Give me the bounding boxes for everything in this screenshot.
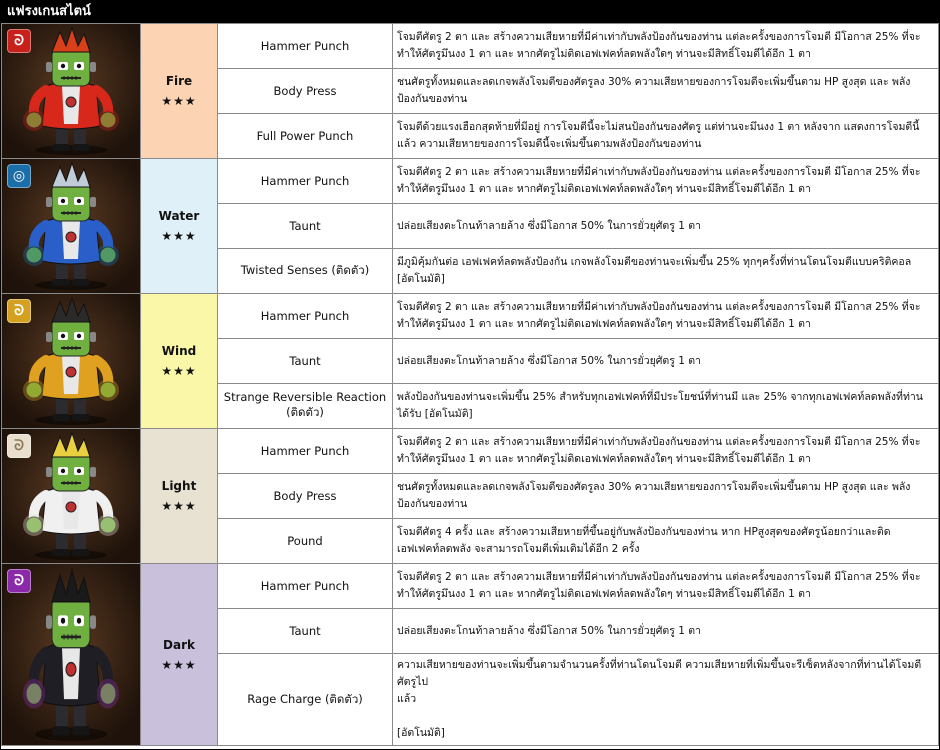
skill-table — [1, 23, 939, 746]
element-cell — [141, 24, 218, 159]
skill-name: Pound — [218, 519, 393, 564]
skill-description: โจมตีศัตรู 2 ตา และ สร้างความเสียหายที่มีค่าเท่ากับพลังป้องกันของท่าน แต่ละครั้งของการโจมตี มีโอกาส 25% ที่จะทำให้ศัตรูมึนงง 1 ตา และ หากศัตรูไม่ติดเอฟเฟคท์ลดพลังใดๆ ท่านจะมีสิทธิ์โจมตีได้อีก 1 ตา — [393, 159, 939, 204]
skill-description: ชนศัตรูทั้งหมดและลดเกจพลังโจมตีของศัตรูลง 30% ความเสียหายของการโจมตีจะเพิ่มขึ้นตาม HP สูงสุด และ พลังป้องกันของท่าน — [393, 69, 939, 114]
skill-name: Hammer Punch — [218, 294, 393, 339]
skill-description: ความเสียหายของท่านจะเพิ่มขึ้นตามจำนวนครั้งที่ท่านโดนโจมตี ความเสียหายที่เพิ่มขึ้นจะรีเซ็ตหลังจากที่ท่านได้โจมตีศัตรูไป แล้ว [อัตโนมัติ] — [393, 654, 939, 746]
light-icon: ᘐ — [7, 434, 31, 458]
element-cell — [141, 429, 218, 564]
skill-description: โจมตีศัตรู 2 ตา และ สร้างความเสียหายที่มีค่าเท่ากับพลังป้องกันของท่าน แต่ละครั้งของการโจมตี มีโอกาส 25% ที่จะทำให้ศัตรูมึนงง 1 ตา และ หากศัตรูไม่ติดเอฟเฟคท์ลดพลังใดๆ ท่านจะมีสิทธิ์โจมตีได้อีก 1 ตา — [393, 24, 939, 69]
skill-name: Hammer Punch — [218, 24, 393, 69]
skill-name: Hammer Punch — [218, 429, 393, 474]
element-name: Dark — [163, 637, 195, 652]
skill-name: Rage Charge (ติดตัว) — [218, 654, 393, 746]
star-rating: ★★★ — [161, 657, 197, 672]
table-row — [2, 294, 939, 339]
skill-description: ปล่อยเสียงตะโกนท้าลายล้าง ซึ่งมีโอกาส 50% ในการยั่วยุศัตรู 1 ตา — [393, 204, 939, 249]
skill-description: มีภูมิคุ้มกันต่อ เอฟเฟคท์ลดพลังป้องกัน เกจพลังโจมตีของท่านจะเพิ่มขึ้น 25% ทุกๆครั้งที่ท่านโดนโจมตีแบบคริติคอล [อัตโนมัติ] — [393, 249, 939, 294]
monster-portrait-wind — [2, 294, 141, 429]
skill-name: Taunt — [218, 204, 393, 249]
star-rating: ★★★ — [161, 499, 197, 513]
element-cell — [141, 159, 218, 294]
skill-name: Strange Reversible Reaction (ติดตัว) — [218, 384, 393, 429]
star-rating: ★★★ — [161, 94, 197, 108]
wind-icon: ᘐ — [7, 299, 31, 323]
skill-description: โจมตีศัตรู 2 ตา และ สร้างความเสียหายที่มีค่าเท่ากับพลังป้องกันของท่าน แต่ละครั้งของการโจมตี มีโอกาส 25% ที่จะทำให้ศัตรูมึนงง 1 ตา และ หากศัตรูไม่ติดเอฟเฟคท์ลดพลังใดๆ ท่านจะมีสิทธิ์โจมตีได้อีก 1 ตา — [393, 294, 939, 339]
table-row — [2, 429, 939, 474]
element-name: Wind — [161, 344, 197, 358]
skill-name: Twisted Senses (ติดตัว) — [218, 249, 393, 294]
skill-name: Body Press — [218, 474, 393, 519]
skill-description: ชนศัตรูทั้งหมดและลดเกจพลังโจมตีของศัตรูลง 30% ความเสียหายของการโจมตีจะเพิ่มขึ้นตาม HP สูงสุด และ พลังป้องกันของท่าน — [393, 474, 939, 519]
element-name: Light — [161, 479, 197, 493]
skill-name: Taunt — [218, 339, 393, 384]
water-icon: ◎ — [7, 164, 31, 188]
table-row — [2, 24, 939, 69]
element-name: Fire — [165, 74, 193, 88]
monster-portrait-water — [2, 159, 141, 294]
table-row — [2, 564, 939, 609]
monster-portrait-dark — [2, 564, 141, 746]
skill-name: Taunt — [218, 609, 393, 654]
star-rating: ★★★ — [161, 229, 197, 243]
skill-name: Full Power Punch — [218, 114, 393, 159]
skill-description: ปล่อยเสียงตะโกนท้าลายล้าง ซึ่งมีโอกาส 50% ในการยั่วยุศัตรู 1 ตา — [393, 339, 939, 384]
skill-name: Hammer Punch — [218, 159, 393, 204]
skill-description: โจมตีศัตรู 4 ครั้ง และ สร้างความเสียหายที่ขึ้นอยู่กับพลังป้องกันของท่าน หาก HPสูงสุดของศัตรูน้อยกว่าและติดเอฟเฟคท์ลดพลัง จะสามารถโจมตีเพิ่มเติมได้อีก 2 ครั้ง — [393, 519, 939, 564]
star-rating: ★★★ — [161, 364, 197, 378]
table-row — [2, 159, 939, 204]
skill-description: พลังป้องกันของท่านจะเพิ่มขึ้น 25% สำหรับทุกเอฟเฟคท์ที่มีประโยชน์ที่ท่านมี และ 25% จากทุกเอฟเฟคท์ลดพลังที่ท่านได้รับ [อัตโนมัติ] — [393, 384, 939, 429]
skill-name: Body Press — [218, 69, 393, 114]
element-name: Water — [158, 209, 200, 223]
skill-description: โจมตีศัตรู 2 ตา และ สร้างความเสียหายที่มีค่าเท่ากับพลังป้องกันของท่าน แต่ละครั้งของการโจมตี มีโอกาส 25% ที่จะทำให้ศัตรูมึนงง 1 ตา และ หากศัตรูไม่ติดเอฟเฟคท์ลดพลังใดๆ ท่านจะมีสิทธิ์โจมตีได้อีก 1 ตา — [393, 564, 939, 609]
monster-portrait-light — [2, 429, 141, 564]
skill-description: ปล่อยเสียงตะโกนท้าลายล้าง ซึ่งมีโอกาส 50% ในการยั่วยุศัตรู 1 ตา — [393, 609, 939, 654]
element-cell — [141, 294, 218, 429]
skill-description: โจมตีศัตรู 2 ตา และ สร้างความเสียหายที่มีค่าเท่ากับพลังป้องกันของท่าน แต่ละครั้งของการโจมตี มีโอกาส 25% ที่จะทำให้ศัตรูมึนงง 1 ตา และ หากศัตรูไม่ติดเอฟเฟคท์ลดพลังใดๆ ท่านจะมีสิทธิ์โจมตีได้อีก 1 ตา — [393, 429, 939, 474]
skill-description: โจมตีด้วยแรงเฮือกสุดท้ายที่มีอยู่ การโจมตีนี้จะไม่สนป้องกันของศัตรู แต่ท่านจะมึนงง 1 ตา หลังจาก แสดงการโจมตีนี้แล้ว ความเสียหายของการโจมตีนี้จะเพิ่มขึ้นตามพลังป้องกันของท่าน — [393, 114, 939, 159]
skill-name: Hammer Punch — [218, 564, 393, 609]
fire-icon: ᘐ — [7, 29, 31, 53]
page-title: แฟรงเกนสไตน์ — [1, 1, 939, 23]
dark-icon: ᘐ — [7, 569, 31, 593]
monster-portrait-fire — [2, 24, 141, 159]
element-cell — [141, 564, 218, 746]
